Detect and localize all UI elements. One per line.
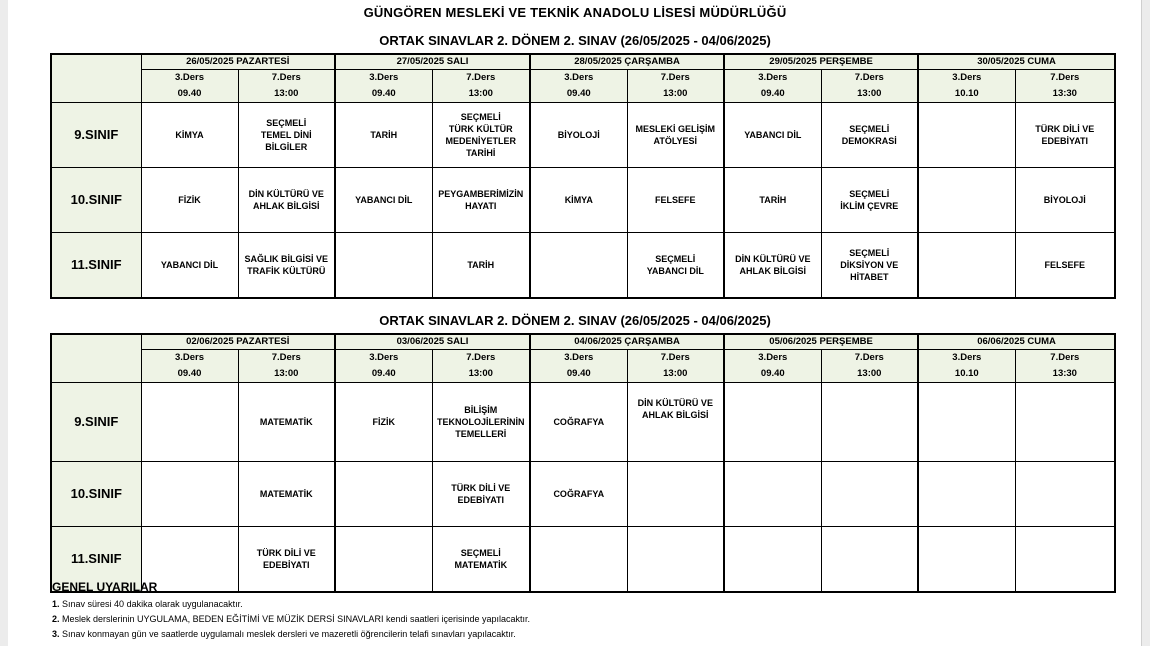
- day-header: 05/06/2025 PERŞEMBE: [724, 334, 918, 350]
- period-header: [918, 350, 1015, 383]
- subject-text: DİN KÜLTÜRÜ VE AHLAK BİLGİSİ: [248, 189, 324, 211]
- period-header: [1015, 70, 1115, 103]
- exam-cell: [432, 103, 530, 168]
- period-time: 13:00: [663, 368, 688, 379]
- note-text: Sınav konmayan gün ve saatlerde uygulamalı meslek dersleri ve mazeretli öğrencilerin telafi sınavları yapılacaktır.: [62, 629, 516, 639]
- exam-cell: [530, 462, 627, 527]
- subject-text: SEÇMELİ İKLİM ÇEVRE: [840, 189, 899, 211]
- subject-text: YABANCI DİL: [160, 260, 219, 270]
- exam-cell: [821, 462, 918, 527]
- exam-cell: [432, 233, 530, 299]
- period-header: [530, 350, 627, 383]
- note-number: 2.: [52, 614, 60, 624]
- period-time: 09.40: [177, 88, 202, 99]
- period-time: 13:30: [1052, 368, 1077, 379]
- subject-text: YABANCI DİL: [355, 195, 413, 205]
- period-header: [1015, 350, 1115, 383]
- period-label: 7.Ders: [1050, 72, 1080, 83]
- period-label: 7.Ders: [854, 72, 884, 83]
- period-time: 13:00: [274, 368, 299, 379]
- period-time: 10.10: [954, 88, 979, 99]
- period-header: [821, 70, 918, 103]
- subject-text: TÜRK DİLİ VE EDEBİYATI: [256, 548, 316, 570]
- period-header: [335, 350, 432, 383]
- subject-text: BİYOLOJİ: [1043, 195, 1086, 205]
- subject-text: SAĞLIK BİLGİSİ VE TRAFİK KÜLTÜRÜ: [244, 254, 329, 276]
- note-number: 3.: [52, 629, 60, 639]
- exam-cell: [335, 462, 432, 527]
- day-header: 02/06/2025 PAZARTESİ: [141, 334, 335, 350]
- general-notes: [52, 580, 1112, 642]
- period-header: [724, 350, 821, 383]
- subject-text: SEÇMELİ DİKSİYON VE HİTABET: [840, 248, 899, 282]
- exam-cell: [1015, 383, 1115, 462]
- exam-cell: [724, 103, 821, 168]
- exam-cell: [432, 462, 530, 527]
- subject-text: FİZİK: [178, 195, 201, 205]
- exam-cell: [918, 103, 1015, 168]
- subject-text: BİLİŞİM TEKNOLOJİLERİNİN TEMELLERİ: [437, 405, 525, 439]
- exam-title-week-2: ORTAK SINAVLAR 2. DÖNEM 2. SINAV (26/05/2025 - 04/06/2025): [379, 313, 771, 328]
- exam-cell: [627, 233, 724, 299]
- period-header: [432, 350, 530, 383]
- period-label: 7.Ders: [271, 72, 301, 83]
- subject-text: SEÇMELİ MATEMATİK: [454, 548, 508, 570]
- subject-text: FELSEFE: [655, 195, 696, 205]
- subject-text: FELSEFE: [1044, 260, 1086, 270]
- grade-label: 9.SINIF: [51, 103, 141, 168]
- period-label: 3.Ders: [174, 72, 205, 83]
- period-label: 3.Ders: [952, 352, 982, 363]
- subject-text: BİYOLOJİ: [557, 130, 600, 140]
- grade-row: [51, 383, 1115, 462]
- period-time: 13:00: [857, 88, 882, 99]
- period-time: 13:00: [274, 88, 299, 99]
- exam-cell: [141, 383, 238, 462]
- period-label: 3.Ders: [174, 352, 205, 363]
- exam-cell: [918, 168, 1015, 233]
- grade-label: 9.SINIF: [51, 383, 141, 462]
- period-time: 13:00: [468, 88, 493, 99]
- schedule-table-week-2: [50, 333, 1116, 593]
- exam-cell: [335, 103, 432, 168]
- period-time: 09.40: [177, 368, 202, 379]
- exam-cell: [141, 168, 238, 233]
- exam-cell: [238, 103, 335, 168]
- period-time: 13:00: [857, 368, 882, 379]
- exam-cell: [821, 103, 918, 168]
- subject-text: COĞRAFYA: [553, 489, 605, 499]
- period-label: 3.Ders: [369, 72, 399, 83]
- subject-text: MESLEKİ GELİŞİM ATÖLYESİ: [635, 124, 716, 146]
- exam-cell: [627, 383, 724, 462]
- period-header: [335, 70, 432, 103]
- note-item: [52, 627, 1112, 642]
- subject-text: KİMYA: [564, 195, 593, 205]
- exam-cell: [530, 103, 627, 168]
- exam-cell: [530, 168, 627, 233]
- period-header: [141, 70, 238, 103]
- exam-cell: [724, 462, 821, 527]
- period-header: [627, 350, 724, 383]
- school-title: GÜNGÖREN MESLEKİ VE TEKNİK ANADOLU LİSESİ MÜDÜRLÜĞÜ: [363, 5, 787, 20]
- exam-cell: [335, 168, 432, 233]
- exam-cell: [821, 233, 918, 299]
- period-time: 13:30: [1052, 88, 1077, 99]
- period-time: 09.40: [371, 88, 396, 99]
- day-header: 03/06/2025 SALI: [335, 334, 530, 350]
- subject-text: MATEMATİK: [259, 417, 313, 427]
- grade-row: [51, 168, 1115, 233]
- exam-cell: [432, 168, 530, 233]
- period-header-row: [51, 70, 1115, 103]
- period-time: 09.40: [371, 368, 396, 379]
- period-label: 3.Ders: [564, 72, 594, 83]
- subject-text: TARİH: [370, 130, 398, 140]
- exam-cell: [432, 383, 530, 462]
- day-header: 04/06/2025 ÇARŞAMBA: [530, 334, 724, 350]
- subject-text: SEÇMELİ TEMEL DİNİ BİLGİLER: [260, 118, 312, 152]
- note-item: [52, 597, 1112, 612]
- note-text: Sınav süresi 40 dakika olarak uygulanacaktır.: [62, 599, 243, 609]
- subject-text: KİMYA: [175, 130, 204, 140]
- exam-cell: [141, 233, 238, 299]
- subject-text: DİN KÜLTÜRÜ VE AHLAK BİLGİSİ: [735, 254, 811, 276]
- exam-cell: [724, 168, 821, 233]
- period-time: 13:00: [468, 368, 493, 379]
- exam-cell: [724, 383, 821, 462]
- corner-cell: [51, 54, 141, 103]
- exam-cell: [238, 233, 335, 299]
- note-item: [52, 612, 1112, 627]
- period-label: 3.Ders: [952, 72, 982, 83]
- subject-text: SEÇMELİ TÜRK KÜLTÜR MEDENİYETLER TARİHİ: [445, 112, 517, 158]
- subject-text: FİZİK: [372, 417, 396, 427]
- period-label: 7.Ders: [660, 352, 690, 363]
- exam-cell: [238, 383, 335, 462]
- exam-cell: [1015, 103, 1115, 168]
- day-header: 28/05/2025 ÇARŞAMBA: [530, 54, 724, 70]
- note-number: 1.: [52, 599, 60, 609]
- exam-cell: [918, 383, 1015, 462]
- period-header: [918, 70, 1015, 103]
- period-label: 7.Ders: [466, 72, 496, 83]
- exam-cell: [918, 462, 1015, 527]
- notes-title: GENEL UYARILAR: [52, 580, 158, 594]
- subject-text: SEÇMELİ DEMOKRASİ: [841, 124, 897, 146]
- subject-text: TARİH: [467, 260, 495, 270]
- grade-row: [51, 233, 1115, 299]
- exam-cell: [821, 383, 918, 462]
- exam-cell: [335, 383, 432, 462]
- exam-cell: [1015, 168, 1115, 233]
- day-header: 26/05/2025 PAZARTESİ: [141, 54, 335, 70]
- grade-label: 11.SINIF: [51, 527, 141, 593]
- schedule-table-week-1: [50, 53, 1116, 299]
- corner-cell: [51, 334, 141, 383]
- period-time: 09.40: [566, 368, 591, 379]
- exam-cell: [141, 462, 238, 527]
- day-header-row: [51, 54, 1115, 70]
- period-header: [724, 70, 821, 103]
- grade-label: 10.SINIF: [51, 168, 141, 233]
- day-header: 30/05/2025 CUMA: [918, 54, 1115, 70]
- exam-cell: [238, 462, 335, 527]
- period-header: [627, 70, 724, 103]
- period-time: 13:00: [663, 88, 688, 99]
- exam-cell: [530, 383, 627, 462]
- grade-label: 10.SINIF: [51, 462, 141, 527]
- day-header: 27/05/2025 SALI: [335, 54, 530, 70]
- period-label: 3.Ders: [758, 352, 788, 363]
- period-label: 7.Ders: [466, 352, 496, 363]
- period-header: [530, 70, 627, 103]
- period-label: 7.Ders: [271, 352, 301, 363]
- period-label: 7.Ders: [660, 72, 690, 83]
- period-header-row: [51, 350, 1115, 383]
- period-label: 3.Ders: [564, 352, 594, 363]
- subject-text: DİN KÜLTÜRÜ VE AHLAK BİLGİSİ: [637, 398, 713, 420]
- subject-text: TARİH: [759, 195, 787, 205]
- exam-cell: [627, 168, 724, 233]
- period-label: 7.Ders: [854, 352, 884, 363]
- exam-cell: [335, 233, 432, 299]
- subject-text: COĞRAFYA: [553, 417, 605, 427]
- period-time: 10.10: [954, 368, 979, 379]
- day-header: 06/06/2025 CUMA: [918, 334, 1115, 350]
- subject-text: TÜRK DİLİ VE EDEBİYATI: [1035, 124, 1095, 146]
- exam-cell: [821, 168, 918, 233]
- subject-text: MATEMATİK: [259, 489, 313, 499]
- exam-cell: [141, 103, 238, 168]
- period-time: 09.40: [760, 88, 785, 99]
- exam-cell: [627, 462, 724, 527]
- period-header: [141, 350, 238, 383]
- grade-row: [51, 103, 1115, 168]
- exam-cell: [918, 233, 1015, 299]
- subject-text: TÜRK DİLİ VE EDEBİYATI: [451, 483, 511, 505]
- subject-text: SEÇMELİ YABANCI DİL: [646, 254, 704, 276]
- exam-cell: [627, 103, 724, 168]
- period-header: [821, 350, 918, 383]
- period-time: 09.40: [760, 368, 785, 379]
- exam-cell: [530, 233, 627, 299]
- period-label: 3.Ders: [369, 352, 399, 363]
- subject-text: YABANCI DİL: [744, 130, 802, 140]
- exam-cell: [1015, 462, 1115, 527]
- period-header: [238, 350, 335, 383]
- grade-label: 11.SINIF: [51, 233, 141, 299]
- exam-cell: [1015, 233, 1115, 299]
- exam-cell: [238, 168, 335, 233]
- grade-row: [51, 462, 1115, 527]
- day-header-row: [51, 334, 1115, 350]
- period-header: [432, 70, 530, 103]
- period-time: 09.40: [566, 88, 591, 99]
- day-header: 29/05/2025 PERŞEMBE: [724, 54, 918, 70]
- period-header: [238, 70, 335, 103]
- period-label: 3.Ders: [758, 72, 788, 83]
- note-text: Meslek derslerinin UYGULAMA, BEDEN EĞİTİMİ VE MÜZİK DERSİ SINAVLARI kendi saatleri içerisinde yapılacaktır.: [62, 614, 531, 624]
- subject-text: PEYGAMBERİMİZİN HAYATI: [438, 189, 524, 211]
- exam-cell: [724, 233, 821, 299]
- exam-title-week-1: ORTAK SINAVLAR 2. DÖNEM 2. SINAV (26/05/2025 - 04/06/2025): [379, 33, 771, 48]
- period-label: 7.Ders: [1050, 352, 1080, 363]
